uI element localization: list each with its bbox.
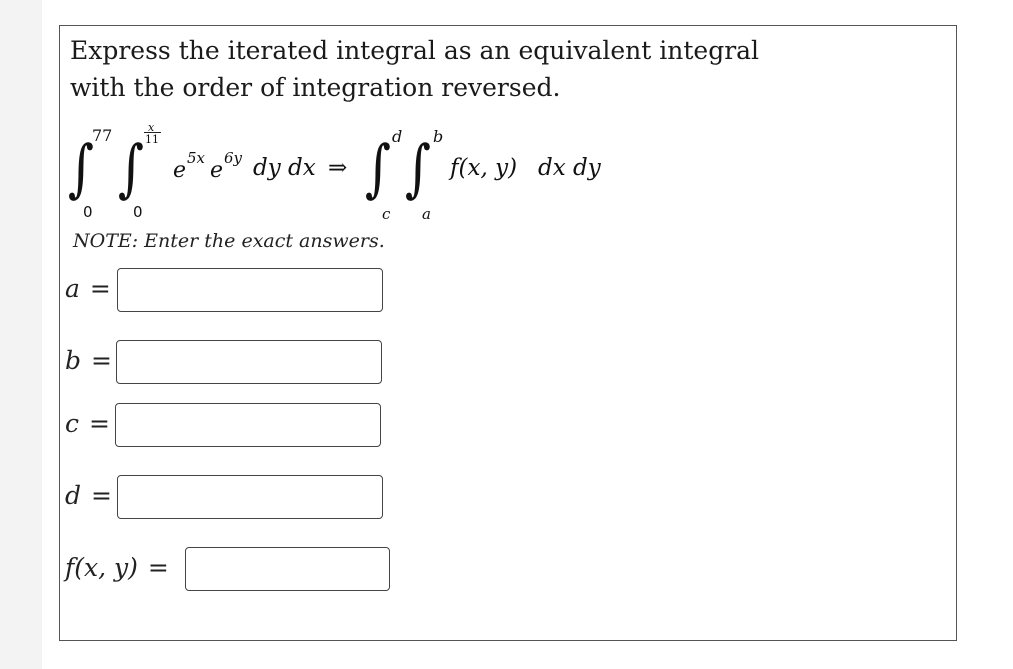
label-f: f(x, y) = [65,553,169,582]
inner-lower-limit: 0 [133,203,143,221]
implies-arrow: ⇒ [328,155,348,181]
outer-lower-limit: 0 [83,203,93,221]
rhs-outer-integral-sign: ∫ [365,131,392,205]
label-c: c = [65,409,110,438]
integrand-base-1: e [173,158,187,183]
rhs-outer-lower-limit: c [382,205,391,223]
outer-integral-sign: ∫ [68,131,95,205]
integrand-exponent-2: 6y [224,149,243,167]
question-prompt [70,32,830,106]
label-a-text: a [65,274,80,303]
answer-input-f[interactable] [185,547,390,591]
inner-upper-denominator: 11 [145,133,159,146]
answer-input-d[interactable] [117,475,383,519]
inner-integral-sign: ∫ [118,131,145,205]
label-b: b = [65,346,112,375]
question-panel [59,25,957,641]
label-f-text: f(x, y) [65,553,138,582]
inner-upper-numerator: x [148,121,155,134]
integral-formula [60,121,760,231]
label-a: a = [65,274,111,303]
note-text: NOTE: Enter the exact answers. [73,230,385,252]
prompt-line-2: with the order of integration reversed. [70,73,561,102]
left-differentials: dy dx [253,155,316,181]
left-margin-strip [0,0,42,669]
label-d: d = [65,481,112,510]
rhs-inner-integral-sign: ∫ [405,131,432,205]
answer-input-c[interactable] [115,403,381,447]
answer-input-b[interactable] [116,340,382,384]
right-differentials: dx dy [538,155,601,181]
label-c-text: c [65,409,80,438]
rhs-inner-upper-limit: b [433,127,444,146]
answer-input-a[interactable] [117,268,383,312]
label-d-text: d [65,481,82,510]
rhs-outer-upper-limit: d [392,127,403,146]
outer-upper-limit: 77 [92,126,113,145]
integrand-base-2: e [210,158,224,183]
rhs-inner-lower-limit: a [422,205,431,223]
label-b-text: b [65,346,82,375]
rhs-function: f(x, y) [450,155,518,181]
prompt-line-1: Express the iterated integral as an equivalent integral [70,36,760,65]
integrand-exponent-1: 5x [187,149,206,167]
